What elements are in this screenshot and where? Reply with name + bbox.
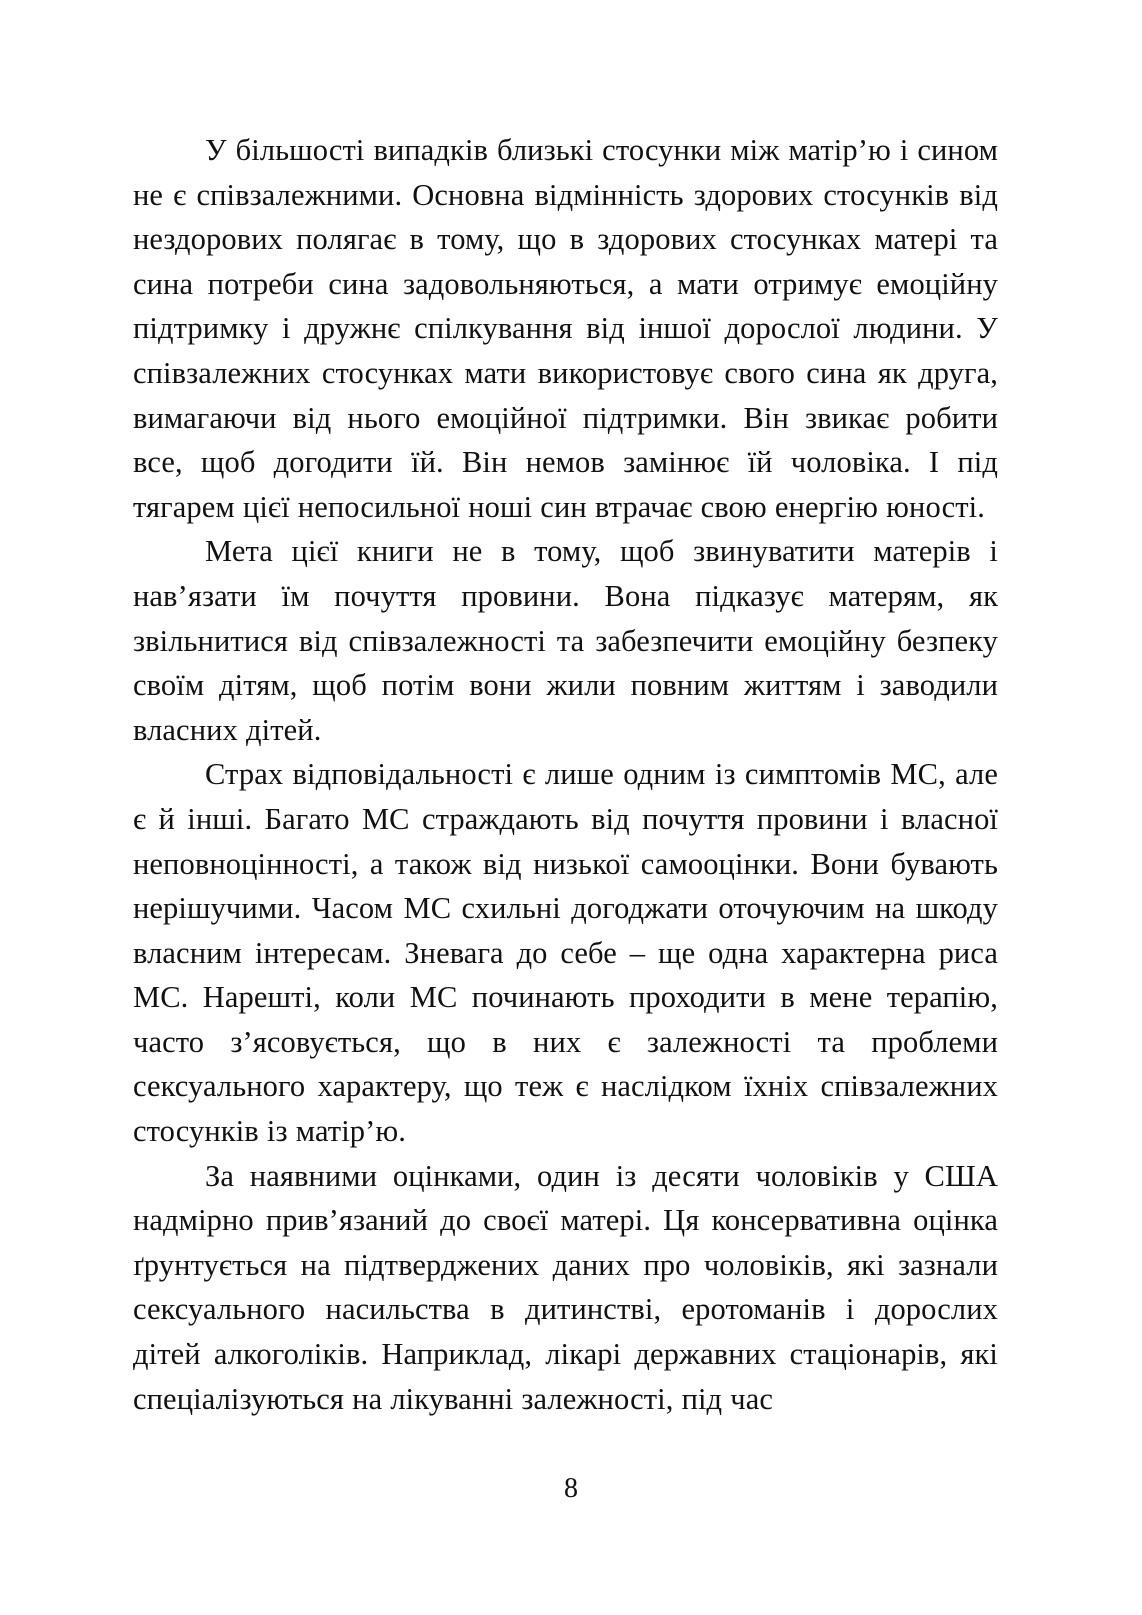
paragraph-1: У більшості випадків близькі стосунки між матір’ю і сином не є співзалежними. Основна відмінність здорових стосунків від нездорових полягає в тому, що в здорових стосунках матері та сина потреби сина задовольняються, а мати отримує емоційну підтримку і дружнє спілкування від іншої дорослої людини. У співзалежних стосунках мати використовує свого сина як друга, вимагаючи від нього емоційної підтримки. Він звикає робити все, щоб догодити їй. Він немов замінює їй чоловіка. І під тягарем цієї непосильної ноші син втрачає свою енергію юності. <box>133 133 998 524</box>
paragraph-4: За наявними оцінками, один із десяти чоловіків у США надмірно прив’язаний до своєї матері. Ця консервативна оцінка ґрунтується на підтверджених даних про чоловіків, які зазнали сексуального насильства в дитинстві, еротоманів і дорослих дітей алкоголіків. Наприклад, лікарі державних стаціонарів, які спеціалізуються на лікуванні залежності, під час <box>133 1158 998 1416</box>
page-number: 8 <box>564 1473 578 1504</box>
paragraph-2: Мета цієї книги не в тому, щоб звинуватити матерів і нав’язати їм почуття провини. Вона підказує матерям, як звільнитися від співзалежності та забезпечити емоційну безпеку своїм дітям, щоб потім вони жили повним життям і заводили власних дітей. <box>133 534 998 747</box>
paragraph-3: Страх відповідальності є лише одним із симптомів МС, але є й інші. Багато МС страждають від почуття провини і власної неповноцінності, а також від низької самооцінки. Вони бувають нерішучими. Часом МС схильні догоджати оточуючим на шкоду власним інтересам. Зневага до себе – ще одна характерна риса МС. Нарешті, коли МС починають проходити в мене терапію, часто з’ясовується, що в них є залежності та проблеми сексуального характеру, що теж є наслідком їхніх співзалежних стосунків із матір’ю. <box>133 757 998 1149</box>
page-text-block <box>133 128 998 1421</box>
